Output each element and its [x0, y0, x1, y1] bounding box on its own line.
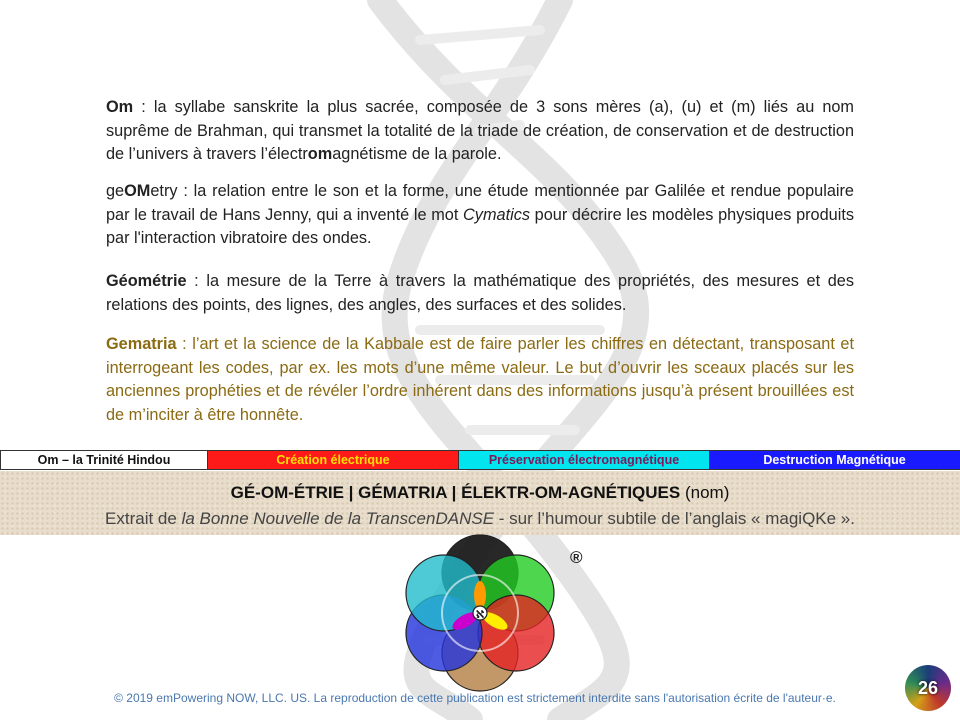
page-number: 26 — [917, 677, 939, 698]
geometry-prefix: ge — [106, 182, 125, 200]
definition-om — [106, 96, 854, 167]
banner-subtitle-1: Extrait de — [105, 509, 182, 528]
term-om: Om — [106, 98, 134, 116]
definition-geometrie-text: : la mesure de la Terre à travers la mathématique des propriétés, des mesures et des relations des points, des lignes, des angles, des surfaces et des solides. — [106, 272, 854, 314]
band-trinity: Om – la Trinité Hindou — [0, 450, 208, 470]
band-destruction: Destruction Magnétique — [710, 450, 960, 470]
banner-title-suffix: (nom) — [680, 483, 730, 502]
banner-subtitle — [0, 509, 960, 529]
definition-geometry-text-1: etry : la relation entre le son et la forme, une étude mentionnée par Galilée et rendue populaire par le travail de Hans Jenny, qui a inventé le mot — [106, 182, 854, 224]
definition-gematria-text: : l’art et la science de la Kabbale est de faire parler les chiffres en détectant, transposant et interrogeant les codes, par ex. les mots d’une même valeur. Le but d’ouvrir les sceaux placés sur les anciennes prophéties et de révéler l’ordre inhérent dans des informations jusqu’à présent brouillées est de m’inciter à être honnête. — [106, 335, 854, 424]
geometry-bold: OM — [124, 182, 151, 200]
banner-title-main: GÉ-OM-ÉTRIE | GÉMATRIA | ÉLEKTR-OM-AGNÉTIQUES — [230, 483, 681, 502]
registered-mark: ® — [570, 548, 583, 567]
band-creation: Création électrique — [208, 450, 459, 470]
definition-geometrie — [106, 270, 854, 317]
footer-copyright: © 2019 emPowering NOW, LLC. US. La reproduction de cette publication est strictement interdite sans l'autorisation écrite de l'auteur·e. — [114, 691, 836, 705]
logo-center-mark: ℵ — [475, 608, 485, 621]
cymatics-term: Cymatics — [463, 205, 530, 224]
definition-om-text-2: agnétisme de la parole. — [332, 145, 502, 164]
page-number-badge — [905, 665, 951, 711]
definition-geometry-text-2: pour décrire les modèles physiques produits par l'interaction vibratoire des ondes. — [106, 205, 854, 248]
banner-subtitle-2: - sur l’humour subtile de l’anglais « magiQKe ». — [494, 509, 855, 528]
title-banner — [0, 471, 960, 535]
term-geometrie: Géométrie — [106, 272, 187, 290]
banner-subtitle-book: la Bonne Nouvelle de la TranscenDANSE — [181, 509, 495, 528]
term-gematria: Gematria — [106, 335, 177, 353]
band-preservation: Préservation électromagnétique — [459, 450, 710, 470]
definition-geometry — [106, 180, 854, 251]
definition-om-bold: om — [307, 145, 333, 164]
trinity-band — [0, 450, 960, 470]
banner-title — [0, 483, 960, 503]
flower-of-life-logo — [398, 531, 562, 695]
definition-om-text-1: : la syllabe sanskrite la plus sacrée, composée de 3 sons mères (a), (u) et (m) liés au nom suprême de Brahman, qui transmet la totalité de la triade de création, de conservation et de destruction de l’univers à travers l’électr — [106, 98, 854, 164]
definition-gematria — [106, 333, 854, 427]
